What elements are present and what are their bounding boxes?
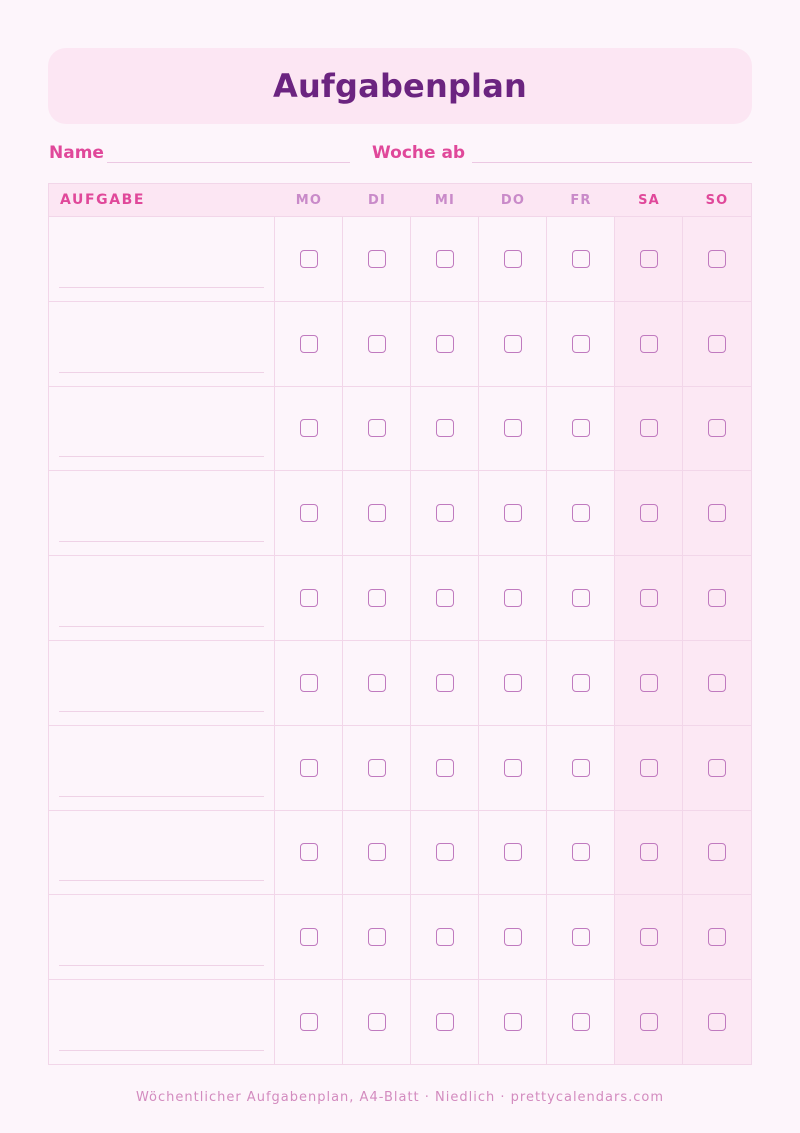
checkbox[interactable]: [368, 1013, 386, 1031]
checkbox[interactable]: [572, 1013, 590, 1031]
day-cell-fr: [547, 811, 615, 895]
checkbox[interactable]: [300, 1013, 318, 1031]
day-cell-do: [479, 302, 547, 386]
day-header-sa: SA: [638, 192, 660, 208]
day-header-di: DI: [367, 192, 387, 208]
day-cell-so: [683, 811, 751, 895]
checkbox[interactable]: [300, 504, 318, 522]
day-cell-di: [343, 302, 411, 386]
day-cell-mi: [411, 387, 479, 471]
task-cell[interactable]: [49, 387, 275, 471]
day-cell-so: [683, 217, 751, 301]
day-cell-do: [479, 980, 547, 1064]
task-write-line: [59, 1050, 264, 1051]
checkbox[interactable]: [368, 589, 386, 607]
day-cell-mo: [275, 217, 343, 301]
task-row: [49, 810, 751, 895]
checkbox[interactable]: [368, 250, 386, 268]
checkbox[interactable]: [708, 589, 726, 607]
day-cell-di: [343, 811, 411, 895]
checkbox[interactable]: [708, 419, 726, 437]
checkbox[interactable]: [436, 928, 454, 946]
checkbox[interactable]: [708, 504, 726, 522]
name-label: Name: [49, 143, 104, 163]
day-cell-sa: [615, 726, 683, 810]
day-cell-mo: [275, 726, 343, 810]
task-row: [49, 216, 751, 301]
checkbox[interactable]: [572, 928, 590, 946]
checkbox[interactable]: [504, 250, 522, 268]
checkbox[interactable]: [436, 843, 454, 861]
day-header-do: DO: [500, 192, 526, 208]
task-write-line: [59, 880, 264, 881]
checkbox[interactable]: [436, 759, 454, 777]
day-cell-fr: [547, 217, 615, 301]
day-cell-mo: [275, 302, 343, 386]
checkbox[interactable]: [572, 250, 590, 268]
day-cell-mi: [411, 302, 479, 386]
task-row: [49, 555, 751, 640]
day-cell-di: [343, 980, 411, 1064]
day-cell-di: [343, 217, 411, 301]
checkbox[interactable]: [436, 589, 454, 607]
checkbox[interactable]: [300, 759, 318, 777]
task-write-line: [59, 796, 264, 797]
checkbox[interactable]: [300, 250, 318, 268]
day-header-mi: MI: [434, 192, 456, 208]
title-banner: [48, 48, 752, 124]
checkbox[interactable]: [640, 250, 658, 268]
checkbox[interactable]: [572, 759, 590, 777]
task-cell[interactable]: [49, 726, 275, 810]
checkbox[interactable]: [708, 1013, 726, 1031]
checkbox[interactable]: [708, 843, 726, 861]
day-cell-fr: [547, 895, 615, 979]
day-cell-mi: [411, 556, 479, 640]
day-cell-do: [479, 471, 547, 555]
day-cell-di: [343, 641, 411, 725]
checkbox[interactable]: [572, 589, 590, 607]
checkbox[interactable]: [436, 250, 454, 268]
day-cell-fr: [547, 471, 615, 555]
day-cell-mi: [411, 726, 479, 810]
task-row: [49, 470, 751, 555]
footer-text: Wöchentlicher Aufgabenplan, A4-Blatt · Niedlich · prettycalendars.com: [135, 1090, 665, 1105]
day-cell-mi: [411, 811, 479, 895]
checkbox[interactable]: [436, 674, 454, 692]
checkbox[interactable]: [368, 335, 386, 353]
task-row: [49, 386, 751, 471]
day-cell-di: [343, 471, 411, 555]
checkbox[interactable]: [640, 419, 658, 437]
checkbox[interactable]: [572, 335, 590, 353]
checkbox[interactable]: [640, 335, 658, 353]
task-row: [49, 301, 751, 386]
checkbox[interactable]: [504, 759, 522, 777]
checkbox[interactable]: [708, 928, 726, 946]
task-column-header: AUFGABE: [60, 192, 146, 208]
day-cell-sa: [615, 471, 683, 555]
checkbox[interactable]: [368, 843, 386, 861]
day-cell-di: [343, 387, 411, 471]
day-cell-so: [683, 726, 751, 810]
day-cell-sa: [615, 641, 683, 725]
day-cell-fr: [547, 556, 615, 640]
day-cell-mo: [275, 895, 343, 979]
task-cell[interactable]: [49, 471, 275, 555]
day-cell-fr: [547, 302, 615, 386]
checkbox[interactable]: [640, 759, 658, 777]
day-cell-mi: [411, 895, 479, 979]
day-cell-so: [683, 471, 751, 555]
checkbox[interactable]: [504, 335, 522, 353]
checkbox[interactable]: [368, 674, 386, 692]
task-rows: [49, 216, 751, 1064]
day-cell-do: [479, 217, 547, 301]
day-cell-mi: [411, 980, 479, 1064]
day-cell-sa: [615, 387, 683, 471]
checkbox[interactable]: [504, 1013, 522, 1031]
day-cell-fr: [547, 387, 615, 471]
day-cell-mo: [275, 811, 343, 895]
checkbox[interactable]: [504, 504, 522, 522]
day-header-mo: MO: [295, 192, 323, 208]
checkbox[interactable]: [504, 843, 522, 861]
day-header-so: SO: [705, 192, 729, 208]
day-cell-so: [683, 641, 751, 725]
day-cell-mo: [275, 980, 343, 1064]
day-cell-sa: [615, 895, 683, 979]
day-cell-do: [479, 556, 547, 640]
day-cell-mi: [411, 217, 479, 301]
checkbox[interactable]: [640, 674, 658, 692]
checkbox[interactable]: [300, 928, 318, 946]
checkbox[interactable]: [708, 674, 726, 692]
day-cell-mi: [411, 471, 479, 555]
day-cell-mo: [275, 556, 343, 640]
day-header-fr: FR: [570, 192, 592, 208]
day-cell-mo: [275, 641, 343, 725]
task-grid: [48, 183, 752, 1065]
task-write-line: [59, 965, 264, 966]
checkbox[interactable]: [300, 589, 318, 607]
day-cell-di: [343, 895, 411, 979]
day-cell-mo: [275, 471, 343, 555]
day-cell-do: [479, 811, 547, 895]
day-cell-so: [683, 556, 751, 640]
checkbox[interactable]: [368, 419, 386, 437]
task-cell[interactable]: [49, 895, 275, 979]
checkbox[interactable]: [572, 419, 590, 437]
task-write-line: [59, 541, 264, 542]
day-cell-do: [479, 726, 547, 810]
task-row: [49, 979, 751, 1064]
day-cell-mo: [275, 387, 343, 471]
checkbox[interactable]: [368, 504, 386, 522]
day-cell-sa: [615, 217, 683, 301]
day-cell-so: [683, 980, 751, 1064]
day-cell-fr: [547, 980, 615, 1064]
checkbox[interactable]: [300, 843, 318, 861]
checkbox[interactable]: [368, 759, 386, 777]
checkbox[interactable]: [640, 1013, 658, 1031]
checkbox[interactable]: [572, 674, 590, 692]
day-cell-so: [683, 895, 751, 979]
checkbox[interactable]: [640, 928, 658, 946]
day-cell-di: [343, 726, 411, 810]
checkbox[interactable]: [572, 843, 590, 861]
week-start-label: Woche ab: [372, 143, 466, 163]
task-row: [49, 640, 751, 725]
day-cell-sa: [615, 302, 683, 386]
checkbox[interactable]: [436, 419, 454, 437]
checkbox[interactable]: [368, 928, 386, 946]
page-title: Aufgabenplan: [272, 67, 527, 105]
day-cell-sa: [615, 980, 683, 1064]
checkbox[interactable]: [504, 928, 522, 946]
checkbox[interactable]: [300, 419, 318, 437]
checkbox[interactable]: [436, 504, 454, 522]
day-cell-so: [683, 387, 751, 471]
checkbox[interactable]: [640, 589, 658, 607]
checkbox[interactable]: [504, 674, 522, 692]
checkbox[interactable]: [640, 843, 658, 861]
task-write-line: [59, 372, 264, 373]
task-write-line: [59, 626, 264, 627]
task-write-line: [59, 711, 264, 712]
checkbox[interactable]: [504, 589, 522, 607]
checkbox[interactable]: [436, 1013, 454, 1031]
checkbox[interactable]: [300, 335, 318, 353]
task-row: [49, 725, 751, 810]
day-cell-so: [683, 302, 751, 386]
checkbox[interactable]: [504, 419, 522, 437]
day-cell-di: [343, 556, 411, 640]
checkbox[interactable]: [572, 504, 590, 522]
task-cell[interactable]: [49, 641, 275, 725]
checkbox[interactable]: [708, 250, 726, 268]
task-write-line: [59, 456, 264, 457]
day-cell-fr: [547, 641, 615, 725]
checkbox[interactable]: [640, 504, 658, 522]
checkbox[interactable]: [708, 335, 726, 353]
day-cell-mi: [411, 641, 479, 725]
day-cell-do: [479, 387, 547, 471]
task-cell[interactable]: [49, 217, 275, 301]
checkbox[interactable]: [436, 335, 454, 353]
checkbox[interactable]: [300, 674, 318, 692]
header-row: [49, 184, 751, 216]
day-cell-sa: [615, 811, 683, 895]
day-cell-fr: [547, 726, 615, 810]
task-cell[interactable]: [49, 556, 275, 640]
task-write-line: [59, 287, 264, 288]
week-start-field[interactable]: [472, 162, 752, 163]
checkbox[interactable]: [708, 759, 726, 777]
task-row: [49, 894, 751, 979]
day-cell-sa: [615, 556, 683, 640]
task-cell[interactable]: [49, 811, 275, 895]
task-cell[interactable]: [49, 980, 275, 1064]
task-cell[interactable]: [49, 302, 275, 386]
day-cell-do: [479, 641, 547, 725]
day-cell-do: [479, 895, 547, 979]
name-field[interactable]: [107, 162, 350, 163]
